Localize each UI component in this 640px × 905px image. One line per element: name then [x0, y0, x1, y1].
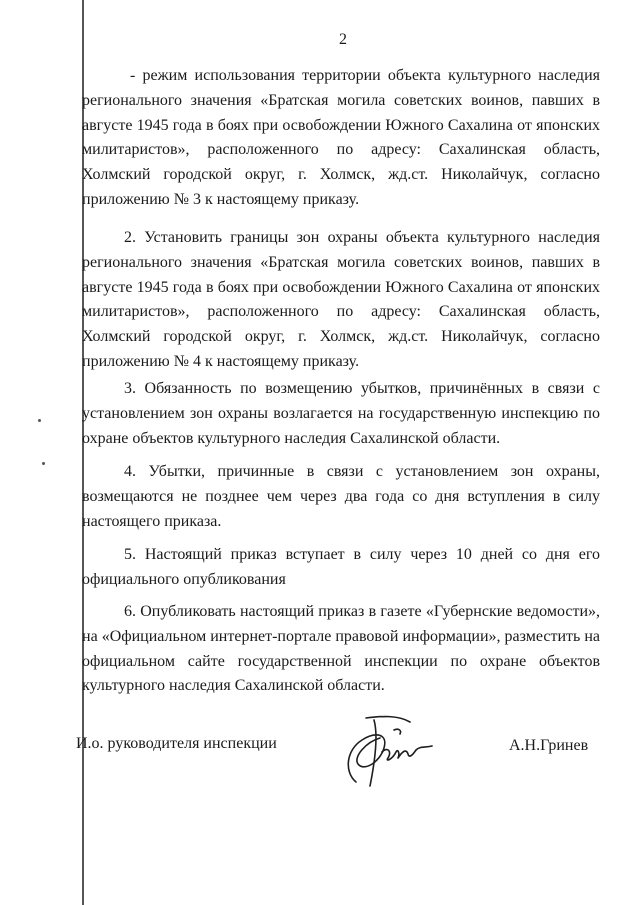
handwritten-signature: [336, 712, 436, 790]
paragraph-item-6: 6. Опубликовать настоящий приказ в газете «Губернские ведомости», на «Официальном интернет-портале правовой информации», разместить на официальном сайте государственной инспекции по охране объектов культурного наследия Сахалинской области.: [82, 603, 600, 695]
page-number: 2: [339, 31, 347, 48]
paragraph-item-5: 5. Настоящий приказ вступает в силу через 10 дней со дня его официального опубликования: [82, 546, 600, 588]
paragraph-item-3: 3. Обязанность по возмещению убытков, причинённых в связи с установлением зон охраны возлагается на государственную инспекцию по охране объектов культурного наследия Сахалинской области.: [82, 380, 600, 447]
signatory-name: А.Н.Гринев: [509, 737, 589, 754]
paragraph-item-4: 4. Убытки, причинные в связи с установлением зон охраны, возмещаются не позднее чем через два года со дня вступления в силу настоящего приказа.: [82, 463, 600, 530]
paragraph-item-2: 2. Установить границы зон охраны объекта культурного наследия регионального значения «Братская могила советских воинов, павших в августе 1945 года в боях при освобождении Южного Сахалина от японских милитаристов», расположенного по адресу: Сахалинская область, Холмский городской округ, г. Холмск, жд.ст. Николайчук, согласно приложению № 4 к настоящему приказу.: [82, 229, 600, 370]
scan-speck: [38, 419, 41, 422]
paragraph-regime: - режим использования территории объекта культурного наследия регионального значения «Братская могила советских воинов, павших в августе 1945 года в боях при освобождении Южного Сахалина от японских милитаристов», расположенного по адресу: Сахалинская область, Холмский городской округ, г. Холмск, жд.ст. Николайчук, согласно приложению № 3 к настоящему приказу.: [82, 67, 600, 208]
scan-speck: [42, 462, 45, 465]
signatory-title: И.о. руководителя инспекции: [76, 735, 277, 752]
